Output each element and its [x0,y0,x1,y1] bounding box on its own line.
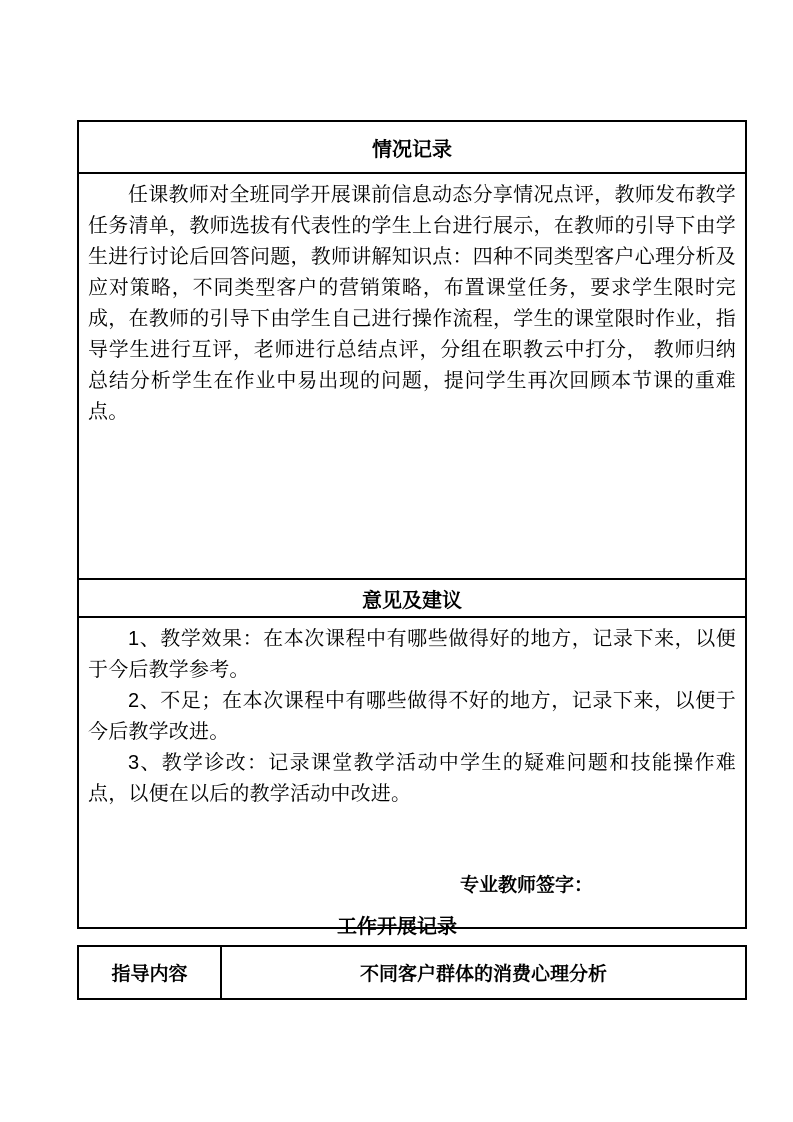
guidance-table [77,945,747,1000]
record-table [77,120,747,929]
suggestions-header: 意见及建议 [78,579,746,617]
record-body-row [78,173,746,579]
record-header: 情况记录 [78,121,746,173]
guidance-value-cell: 不同客户群体的消费心理分析 [221,946,746,999]
guidance-row [78,946,746,999]
record-body-cell [78,173,746,579]
teacher-signature-label: 专业教师签字： [460,875,594,896]
suggestions-header-row [78,579,746,617]
suggestions-body-cell [78,617,746,928]
suggestion-item: 3、教学诊改：记录课堂教学活动中学生的疑难问题和技能操作难点，以便在以后的教学活动中改进。 [88,752,736,805]
record-body-text: 任课教师对全班同学开展课前信息动态分享情况点评，教师发布教学任务清单，教师选拔有代表性的学生上台进行展示，在教师的引导下由学生进行讨论后回答问题，教师讲解知识点：四种不同类型客户心理分析及应对策略，不同类型客户的营销策略，布置课堂任务，要求学生限时完成，在教师的引导下由学生自己进行操作流程，学生的课堂限时作业，指导学生进行互评，老师进行总结点评，分组在职教云中打分， 教师归纳总结分析学生在作业中易出现的问题，提问学生再次回顾本节课的重难点。 [88,184,736,423]
suggestions-body-row [78,617,746,928]
record-header-row [78,121,746,173]
suggestion-item: 2、不足；在本次课程中有哪些做得不好的地方，记录下来，以便于今后教学改进。 [88,690,736,743]
guidance-label-cell: 指导内容 [78,946,221,999]
suggestion-item: 1、教学效果：在本次课程中有哪些做得好的地方，记录下来，以便于今后教学参考。 [88,628,736,681]
work-record-title: 工作开展记录 [337,916,457,938]
